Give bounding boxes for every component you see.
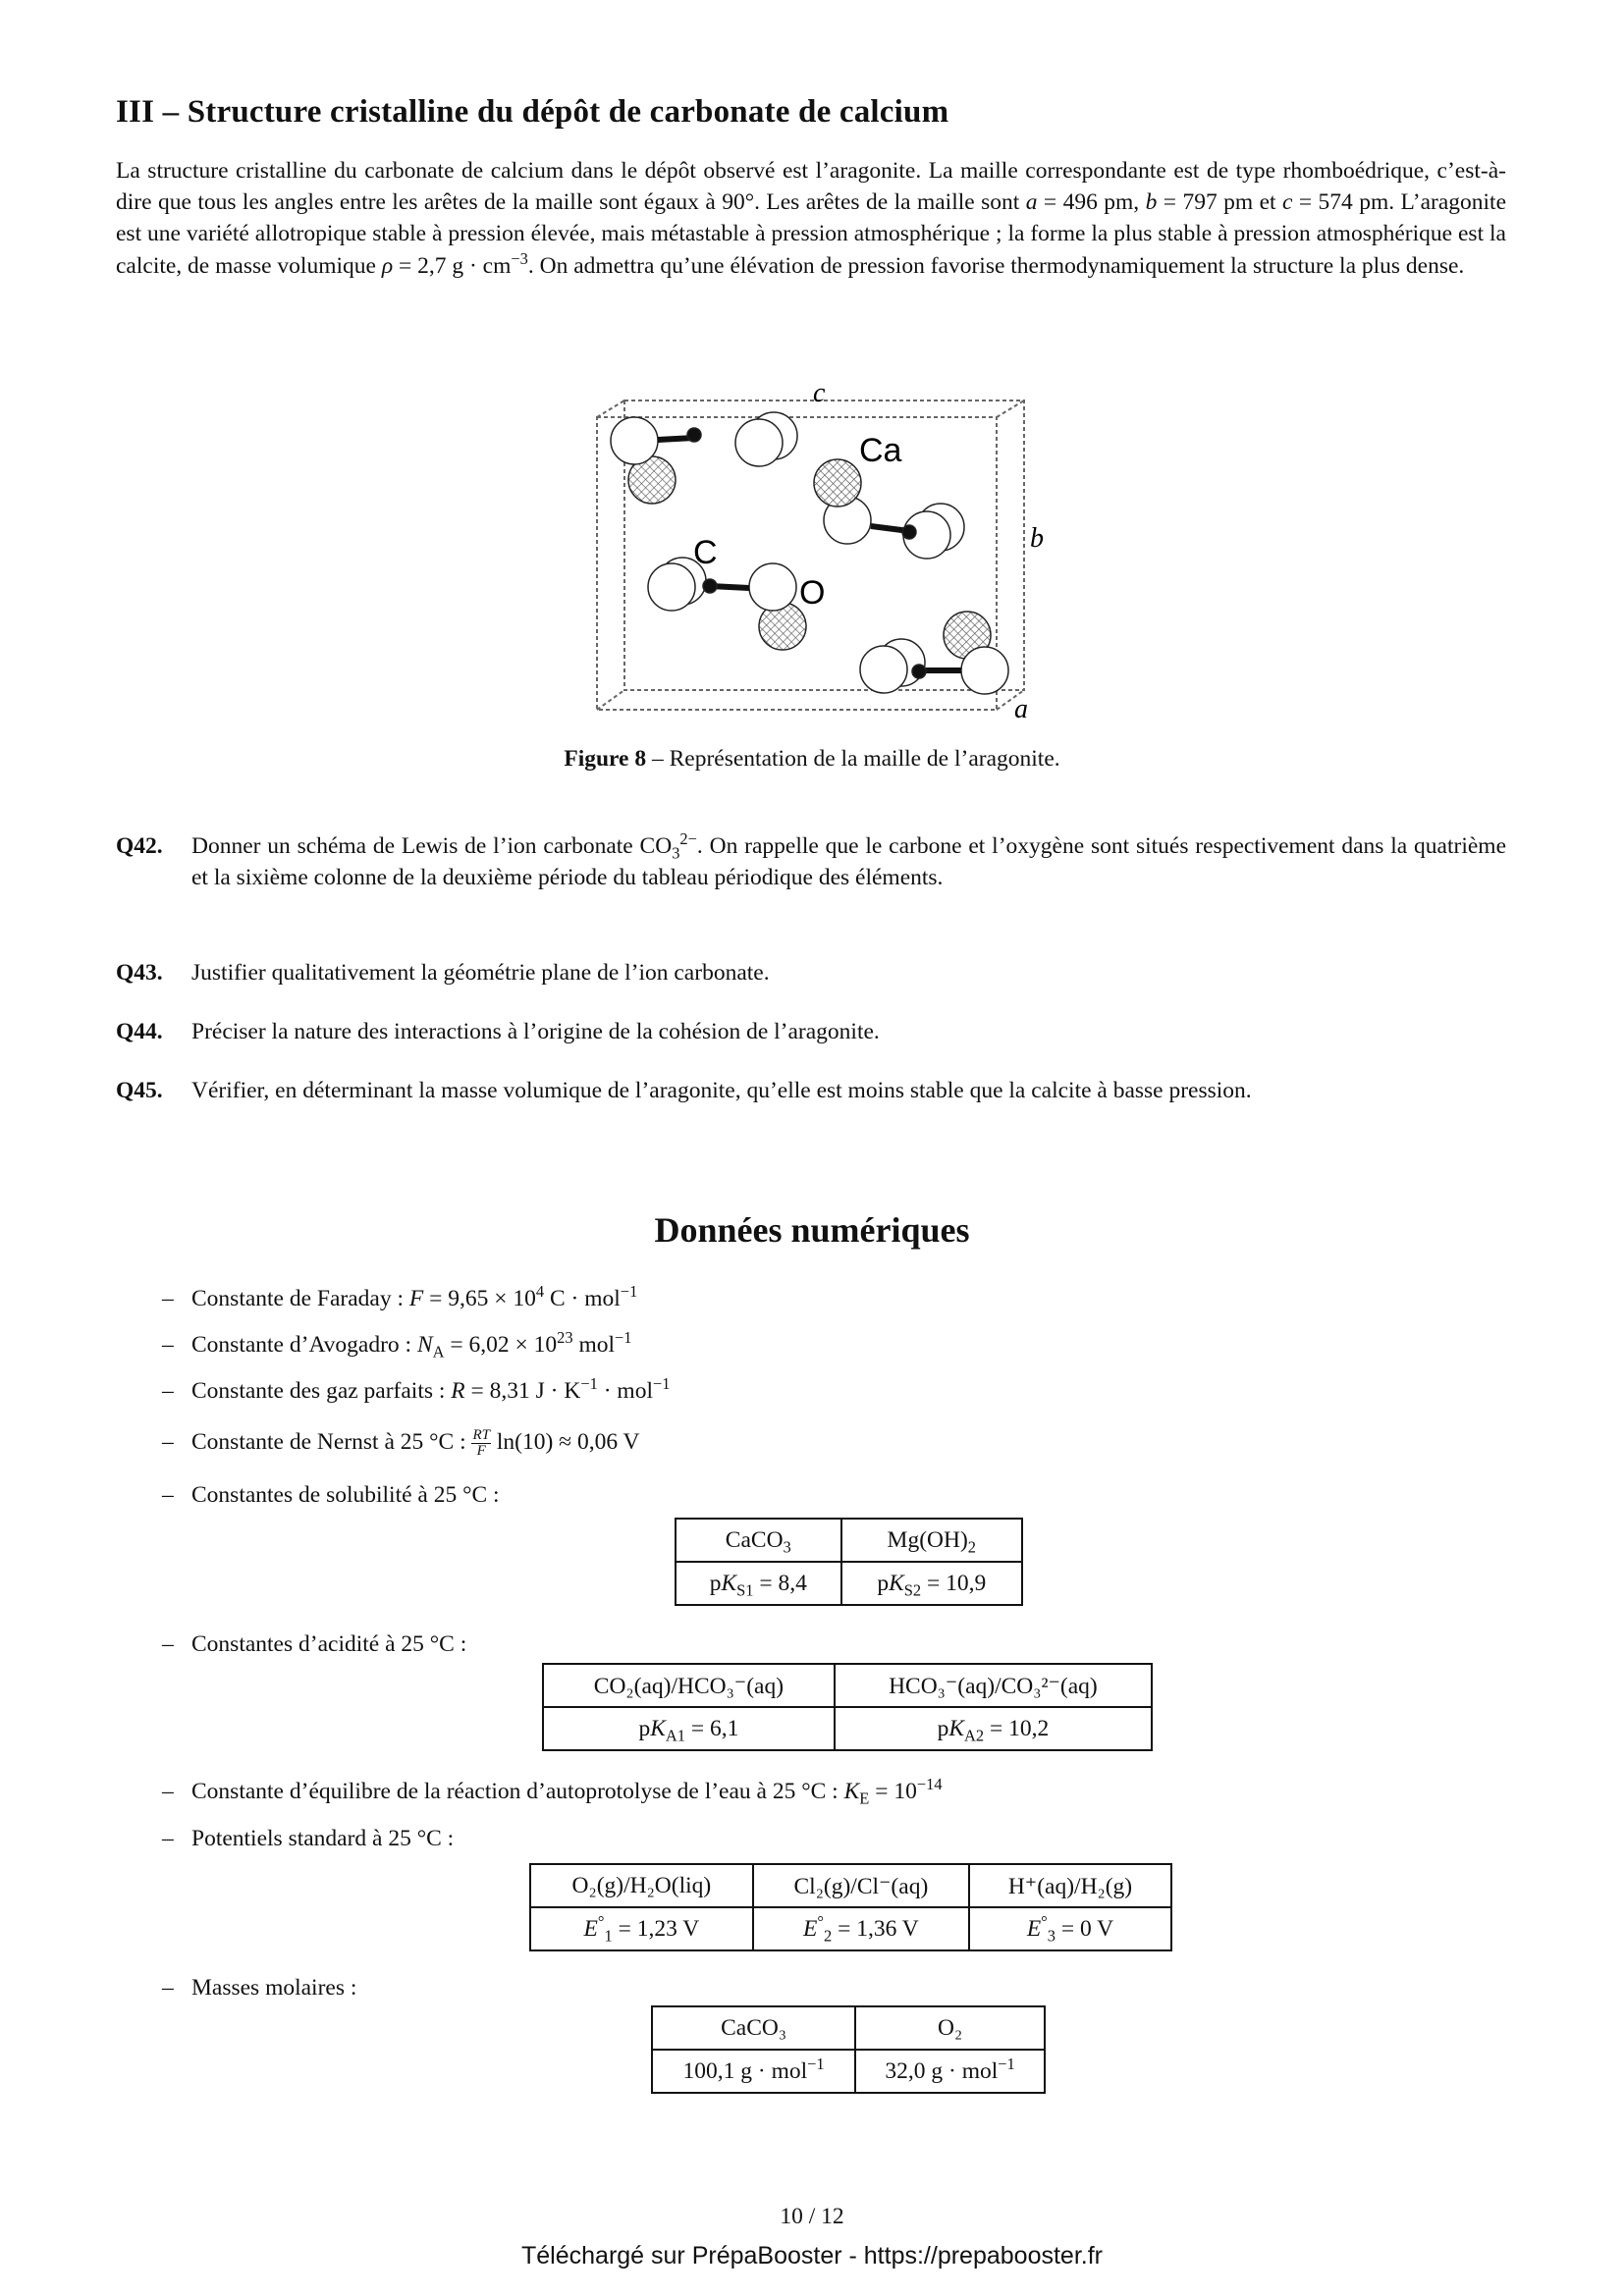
avogadro-symbol: N xyxy=(416,1332,433,1358)
nernst-constant xyxy=(162,1428,640,1459)
gas-label: Constante des gaz parfaits : xyxy=(191,1378,452,1404)
bullet-dash: – xyxy=(162,1378,174,1404)
solubility-table xyxy=(675,1518,1023,1606)
bullet-dash: – xyxy=(162,1826,174,1851)
water-symbol: K xyxy=(843,1779,860,1804)
q42-text-end: . On rappelle que le carbone et l’oxygène sont situés respectivement dans la quatrième et la sixième colonne de la deuxième période du tableau périodique des éléments. xyxy=(191,833,1506,891)
figure-caption-text: – Représentation de la maille de l’aragonite. xyxy=(646,746,1060,772)
edge-a-value: = 496 pm, xyxy=(1037,189,1146,216)
edge-b-symbol: b xyxy=(1145,189,1158,216)
carbon-atom xyxy=(687,428,701,442)
cell-subscript: A1 xyxy=(665,1726,685,1745)
table-cell xyxy=(530,1907,753,1950)
table-row xyxy=(543,1707,1152,1750)
question-label: Q44. xyxy=(116,1019,163,1044)
calcium-atom xyxy=(814,459,861,507)
bullet-dash: – xyxy=(162,1975,174,2001)
cell-value: = 8,4 xyxy=(753,1570,807,1596)
avogadro-constant xyxy=(162,1328,632,1362)
table-header-cell xyxy=(841,1519,1022,1562)
gas-symbol: R xyxy=(451,1378,465,1404)
table-cell xyxy=(543,1707,835,1750)
unit-cell-box xyxy=(597,400,1024,710)
carbonate-group-3 xyxy=(648,558,806,650)
axis-label-c: c xyxy=(813,378,826,408)
avogadro-value: = 6,02 × 10 xyxy=(444,1332,558,1358)
question-text: Vérifier, en déterminant la masse volumique de l’aragonite, qu’elle est moins stable que la calcite à basse pression. xyxy=(191,1078,1252,1103)
edge-c-symbol: c xyxy=(1282,189,1293,216)
table-header-cell: CaCO₃ xyxy=(652,2006,855,2050)
gas-k-exponent: −1 xyxy=(580,1374,598,1394)
gas-value: = 8,31 J · K xyxy=(464,1378,581,1404)
atom-label-ca: Ca xyxy=(859,432,902,469)
cell-text: Mg(OH) xyxy=(887,1526,968,1553)
table-header-cell: CO₂(aq)/HCO₃⁻(aq) xyxy=(543,1664,835,1707)
carbonate-group-4 xyxy=(860,612,1008,694)
table-header-cell: HCO₃⁻(aq)/CO₃²⁻(aq) xyxy=(835,1664,1152,1707)
acidity-constants xyxy=(162,1631,466,1658)
avogadro-unit-exponent: −1 xyxy=(615,1328,632,1348)
bullet-dash: – xyxy=(162,1428,174,1455)
cell-subscript: 3 xyxy=(1047,1926,1056,1946)
solubility-label: Constantes de solubilité à 25 °C : xyxy=(191,1482,500,1508)
acidity-label: Constantes d’acidité à 25 °C : xyxy=(191,1631,467,1657)
carbonate-group-2 xyxy=(814,459,964,559)
edge-b-value: = 797 pm et xyxy=(1157,189,1282,216)
cell-subscript: 2 xyxy=(967,1537,977,1557)
faraday-value: = 9,65 × 10 xyxy=(423,1286,536,1311)
carbonate-group-1 xyxy=(611,412,797,504)
table-cell xyxy=(835,1707,1152,1750)
nernst-label: Constante de Nernst à 25 °C : xyxy=(191,1428,472,1455)
cell-symbol: K xyxy=(721,1570,737,1596)
cell-prefix: p xyxy=(937,1715,949,1741)
table-row xyxy=(530,1907,1171,1950)
cell-superscript: ° xyxy=(1041,1911,1048,1931)
bullet-dash: – xyxy=(162,1779,174,1804)
cell-subscript: S2 xyxy=(903,1580,922,1600)
table-header-cell: H⁺(aq)/H₂(g) xyxy=(969,1864,1171,1907)
standard-potentials xyxy=(162,1826,454,1852)
question-label: Q42. xyxy=(116,833,163,859)
data-section-title: Données numériques xyxy=(654,1210,970,1250)
question-label: Q43. xyxy=(116,960,163,986)
acidity-table xyxy=(542,1663,1153,1751)
avogadro-label: Constante d’Avogadro : xyxy=(191,1332,417,1358)
avogadro-unit: mol xyxy=(572,1332,616,1358)
cell-value: = 0 V xyxy=(1055,1915,1114,1942)
cell-value: 32,0 g · mol xyxy=(885,2057,999,2084)
page-number: 10 / 12 xyxy=(780,2204,844,2229)
cell-subscript: 2 xyxy=(823,1926,833,1946)
fraction-denominator: F xyxy=(476,1443,486,1459)
molar-label: Masses molaires : xyxy=(191,1975,357,2001)
edge-a-symbol: a xyxy=(1025,189,1038,216)
solubility-constants xyxy=(162,1482,500,1509)
faraday-constant xyxy=(162,1282,638,1312)
cell-value: = 1,36 V xyxy=(832,1915,919,1942)
faraday-unit-exponent: −1 xyxy=(620,1282,638,1302)
gas-unit: · mol xyxy=(597,1378,653,1404)
q42-text-start: Donner un schéma de Lewis de l’ion carbonate CO xyxy=(191,833,673,859)
molar-mass-table xyxy=(651,2005,1046,2094)
cell-superscript: ° xyxy=(597,1911,605,1931)
cell-value: = 10,2 xyxy=(984,1715,1050,1741)
carbon-atom xyxy=(703,579,717,593)
nernst-fraction xyxy=(471,1428,491,1459)
molar-masses xyxy=(162,1975,356,2002)
table-header-cell: O₂(g)/H₂O(liq) xyxy=(530,1864,753,1907)
aragonite-cell-figure xyxy=(550,373,1080,736)
table-row xyxy=(676,1562,1022,1605)
question-text: Préciser la nature des interactions à l’origine de la cohésion de l’aragonite. xyxy=(191,1019,880,1044)
cell-subscript: S1 xyxy=(736,1580,754,1600)
cell-prefix: p xyxy=(877,1570,890,1596)
carbon-atom xyxy=(912,665,926,678)
cell-exponent: −1 xyxy=(998,2054,1015,2073)
question-q42 xyxy=(116,830,1506,893)
avogadro-exponent: 23 xyxy=(557,1328,573,1348)
faraday-symbol: F xyxy=(408,1286,424,1311)
table-cell xyxy=(652,2050,855,2093)
atom-label-o: O xyxy=(799,574,826,612)
cell-text: CaCO xyxy=(725,1526,784,1553)
question-q43 xyxy=(116,957,1506,988)
axis-label-b: b xyxy=(1030,523,1044,554)
water-autoprotolysis-constant xyxy=(162,1775,943,1808)
table-header-cell: Cl₂(g)/Cl⁻(aq) xyxy=(753,1864,969,1907)
table-cell xyxy=(969,1907,1171,1950)
nernst-value: ln(10) ≈ 0,06 V xyxy=(491,1428,640,1455)
bullet-dash: – xyxy=(162,1631,174,1657)
cell-subscript: A2 xyxy=(964,1726,985,1745)
download-footer: Téléchargé sur PrépaBooster - https://prepabooster.fr xyxy=(521,2242,1103,2269)
table-row xyxy=(652,2050,1045,2093)
water-exponent: −14 xyxy=(916,1775,943,1794)
table-cell xyxy=(841,1562,1022,1605)
atom-label-c: C xyxy=(693,534,718,571)
cell-symbol: K xyxy=(650,1715,666,1741)
figure-label: Figure 8 xyxy=(564,746,647,772)
cell-symbol: E xyxy=(803,1915,818,1942)
cell-value: = 10,9 xyxy=(921,1570,987,1596)
bullet-dash: – xyxy=(162,1482,174,1508)
q42-subscript: 3 xyxy=(672,843,680,863)
table-row xyxy=(676,1519,1022,1562)
density-exponent: −3 xyxy=(511,248,528,268)
question-q44 xyxy=(116,1016,1506,1047)
table-row xyxy=(543,1664,1152,1707)
cell-symbol: E xyxy=(583,1915,598,1942)
gas-constant xyxy=(162,1374,671,1405)
cell-prefix: p xyxy=(709,1570,722,1596)
bullet-dash: – xyxy=(162,1332,174,1358)
cell-symbol: E xyxy=(1026,1915,1042,1942)
section-title: III – Structure cristalline du dépôt de carbonate de calcium xyxy=(116,94,949,130)
carbon-atom xyxy=(902,525,916,539)
water-value: = 10 xyxy=(869,1779,917,1804)
table-cell xyxy=(753,1907,969,1950)
cell-superscript: ° xyxy=(817,1911,824,1931)
cell-exponent: −1 xyxy=(807,2054,825,2073)
density-symbol: ρ xyxy=(381,252,394,279)
edge-c-value: = 574 pm. L’aragonite est une variété allotropique stable à pression élevée, mais métastable à pression atmosphérique ; la forme la plus stable à pression atmosphérique est la calcite, de masse volumique xyxy=(116,189,1507,279)
density-value: = 2,7 g · cm xyxy=(393,252,512,279)
intro-paragraph xyxy=(116,155,1506,282)
cell-subscript: 1 xyxy=(604,1926,613,1946)
cell-prefix: p xyxy=(638,1715,651,1741)
water-subscript: E xyxy=(859,1789,870,1808)
table-cell xyxy=(676,1562,841,1605)
intro-text-end: . On admettra qu’une élévation de pression favorise thermodynamiquement la structure la plus dense. xyxy=(527,252,1465,279)
table-header-cell: O₂ xyxy=(855,2006,1045,2050)
question-label: Q45. xyxy=(116,1078,163,1103)
water-label: Constante d’équilibre de la réaction d’autoprotolyse de l’eau à 25 °C : xyxy=(191,1779,844,1804)
table-row xyxy=(530,1864,1171,1907)
table-cell xyxy=(855,2050,1045,2093)
potentials-table xyxy=(529,1863,1172,1951)
question-text xyxy=(191,830,1506,893)
bullet-dash: – xyxy=(162,1286,174,1311)
avogadro-subscript: A xyxy=(432,1342,445,1362)
cell-subscript: 3 xyxy=(783,1537,791,1557)
cell-value: = 1,23 V xyxy=(612,1915,700,1942)
cell-symbol: K xyxy=(948,1715,965,1741)
q42-charge: 2− xyxy=(679,829,697,849)
table-header-cell xyxy=(676,1519,841,1562)
cell-symbol: K xyxy=(889,1570,904,1596)
faraday-label: Constante de Faraday : xyxy=(191,1286,409,1311)
question-q45 xyxy=(116,1075,1506,1106)
potentials-label: Potentiels standard à 25 °C : xyxy=(191,1826,455,1851)
gas-unit-exponent: −1 xyxy=(653,1374,671,1394)
cell-value: 100,1 g · mol xyxy=(682,2057,808,2084)
question-text: Justifier qualitativement la géométrie plane de l’ion carbonate. xyxy=(191,960,770,986)
fraction-numerator: RT xyxy=(472,1427,490,1443)
intro-text: La structure cristalline du carbonate de calcium dans le dépôt observé est l’aragonite. La maille correspondante est de type rhomboédrique, c’est-à-dire que tous les angles entre les arêtes de la maille sont égaux à 90°. Les arêtes de la maille sont xyxy=(116,158,1506,216)
figure-caption xyxy=(0,746,1624,773)
faraday-unit: C · mol xyxy=(544,1286,621,1311)
cell-value: = 6,1 xyxy=(684,1715,739,1741)
faraday-exponent: 4 xyxy=(535,1282,545,1302)
axis-label-a: a xyxy=(1014,694,1028,724)
table-row xyxy=(652,2006,1045,2050)
